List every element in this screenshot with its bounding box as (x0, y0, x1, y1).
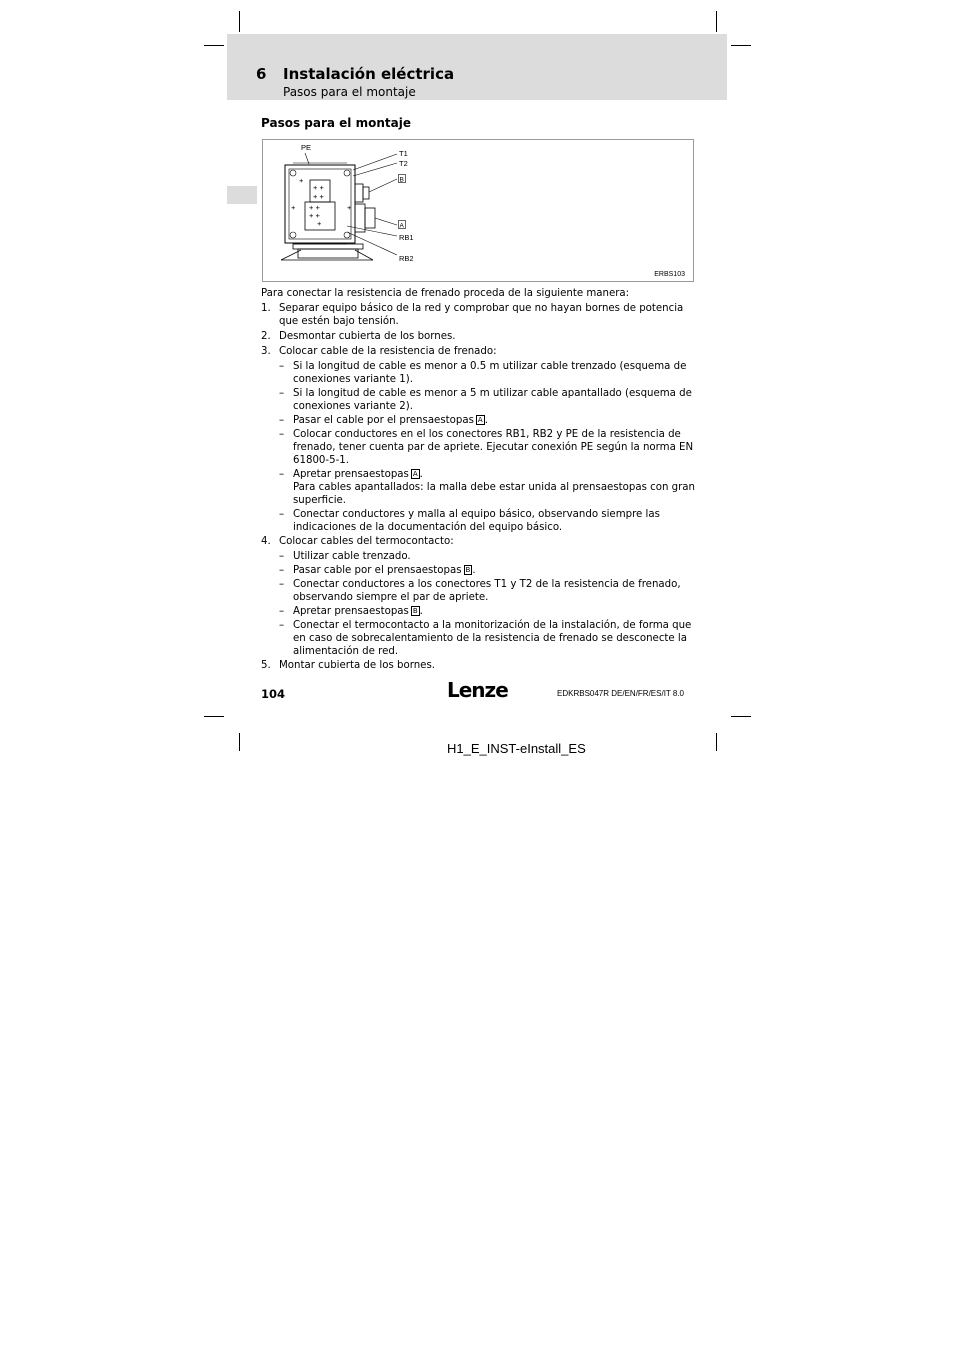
crop-mark (716, 11, 717, 32)
substep: – Apretar prensaestopas B . (279, 606, 423, 617)
svg-text:+: + (291, 203, 296, 212)
substep: – Conectar conductores a los conectores T1 y T2 de la resistencia de frenado, observando siempre el par de apriete. (279, 579, 681, 603)
svg-text:+: + (317, 219, 322, 228)
step-3: 3. Colocar cable de la resistencia de frenado: (261, 346, 497, 357)
page-number: 104 (261, 687, 286, 701)
step-1: 1. Separar equipo básico de la red y comprobar que no hayan bornes de potencia que estén bajo tensión. (261, 303, 684, 327)
step-4: 4. Colocar cables del termocontacto: (261, 536, 454, 547)
figure-frame (262, 139, 694, 282)
crop-mark (731, 45, 751, 46)
mounting-diagram (263, 140, 695, 283)
crop-mark (731, 716, 751, 717)
substep: – Utilizar cable trenzado. (279, 551, 411, 562)
svg-text:+ +: + + (313, 183, 324, 192)
instructions (261, 287, 697, 674)
crop-mark (204, 716, 224, 717)
label-rb1: RB1 (399, 233, 414, 242)
step-2: 2. Desmontar cubierta de los bornes. (261, 331, 456, 342)
label-rb2: RB2 (399, 254, 414, 263)
document-code: EDKRBS047R DE/EN/FR/ES/IT 8.0 (557, 689, 685, 698)
substep: – Pasar cable por el prensaestopas B . (279, 565, 476, 576)
lenze-logo: Lenze (447, 678, 508, 702)
marker-a: A (412, 470, 418, 478)
substep: – Apretar prensaestopas A . Para cables apantallados: la malla debe estar unida al prensaestopas con gran superficie. (279, 469, 695, 506)
substep: – Si la longitud de cable es menor a 0.5 m utilizar cable trenzado (esquema de conexiones variante 1). (279, 361, 687, 385)
crop-mark (239, 11, 240, 32)
marker-b: B (412, 607, 418, 615)
svg-text:+ +: + + (313, 192, 324, 201)
substep: – Si la longitud de cable es menor a 5 m utilizar cable apantallado (esquema de conexiones variante 2). (279, 388, 692, 412)
label-t1: T1 (399, 149, 408, 158)
chapter-title: Instalación eléctrica (283, 65, 455, 83)
label-b: B (399, 176, 404, 184)
svg-text:+ +: + + (309, 203, 320, 212)
label-a: A (399, 222, 404, 230)
crop-mark (204, 45, 224, 46)
substep: – Conectar el termocontacto a la monitorización de la instalación, de forma que en caso de sobrecalentamiento de la resistencia de frenado se desconecte la alimentación de red. (279, 620, 692, 657)
substep: – Colocar conductores en el los conectores RB1, RB2 y PE de la resistencia de frenado, tener cuenta par de apriete. Ejecutar conexión PE según la norma EN 61800-5-1. (279, 429, 694, 466)
crop-mark (239, 733, 240, 751)
side-tab (227, 186, 257, 204)
svg-text:+ +: + + (309, 211, 320, 220)
substep: – Pasar el cable por el prensaestopas A . (279, 415, 488, 426)
file-name: H1_E_INST-eInstall_ES (447, 741, 586, 756)
svg-text:+: + (347, 203, 352, 212)
marker-b: B (465, 566, 471, 574)
marker-a: A (477, 416, 483, 424)
chapter-number: 6 (256, 65, 267, 83)
step-5: 5. Montar cubierta de los bornes. (261, 660, 435, 671)
svg-text:+: + (299, 176, 304, 185)
label-t2: T2 (399, 159, 408, 168)
crop-mark (716, 733, 717, 751)
section-title: Pasos para el montaje (261, 116, 411, 130)
label-pe: PE (301, 143, 312, 152)
chapter-subtitle: Pasos para el montaje (283, 85, 416, 99)
figure-id: ERBS103 (654, 271, 685, 278)
substep: – Conectar conductores y malla al equipo básico, observando siempre las indicaciones de la documentación del equipo básico. (279, 509, 660, 533)
intro-paragraph: Para conectar la resistencia de frenado proceda de la siguiente manera: (261, 288, 630, 299)
